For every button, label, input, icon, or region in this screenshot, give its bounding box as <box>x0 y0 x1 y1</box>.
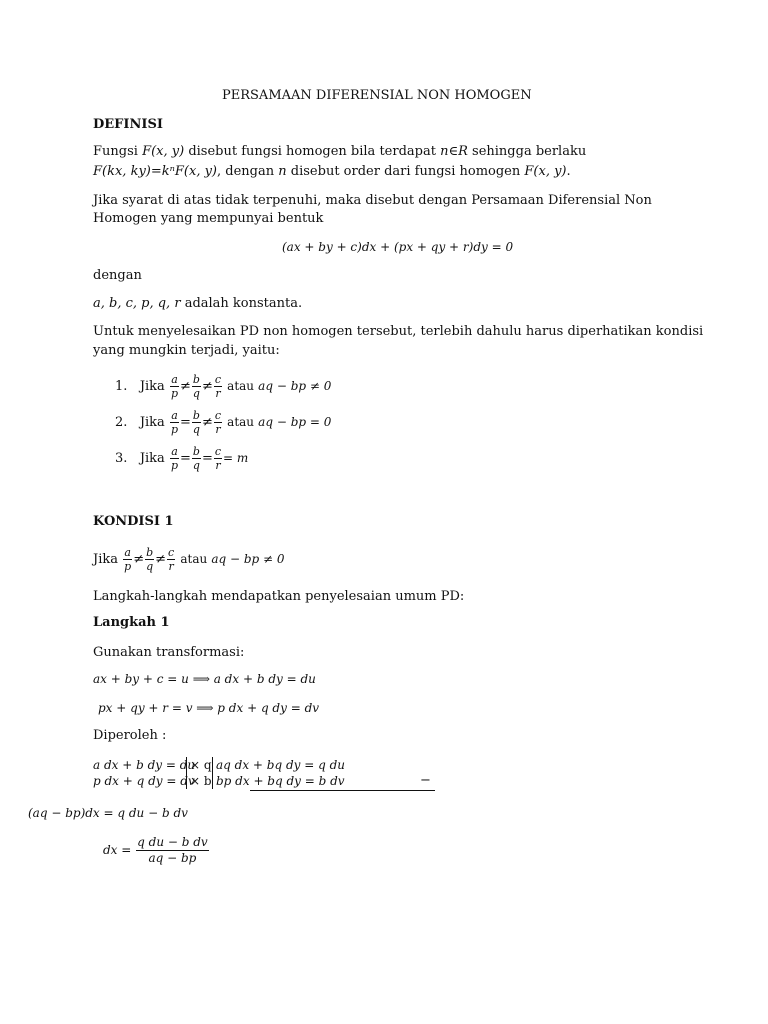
result-fraction <box>136 835 209 866</box>
condition-item-2 <box>115 406 331 439</box>
condition-jika: Jika <box>139 379 165 394</box>
result-eq-1: (aq − bp)dx = q du − b dv <box>28 806 188 820</box>
definisi-line2-b: disebut order dari fungsi homogen <box>290 164 521 179</box>
definisi-heading: DEFINISI <box>93 117 163 132</box>
minus-sign: − <box>420 773 431 788</box>
condition-jika: Jika <box>139 415 165 430</box>
fraction-a-p: $\frac{a}{p}$ <box>170 409 178 436</box>
fraction-a-p: $\frac{a}{p}$ <box>124 546 132 573</box>
kondisi1-atau: atau <box>180 552 208 566</box>
condition-atau: atau <box>227 379 255 393</box>
definisi-line1 <box>93 143 586 161</box>
langkah-intro: Langkah-langkah mendapatkan penyelesaian umum PD: <box>93 589 465 604</box>
homogen-formula: F(kx, ky)=kⁿF(x, y) <box>93 164 218 179</box>
condition-op2: ≠ <box>201 415 213 430</box>
system-left-row1: a dx + b dy = du <box>93 758 196 772</box>
definisi-line1-b: disebut fungsi homogen bila terdapat <box>188 144 436 159</box>
kondisi1-tail-eq: aq − bp ≠ 0 <box>211 552 285 566</box>
system-divider-2 <box>212 757 213 789</box>
fraction-b-q: $\frac{b}{q}$ <box>192 409 200 436</box>
condition-number: 3. <box>115 451 128 466</box>
definisi-line2-n: n <box>278 164 287 179</box>
definisi-line2 <box>93 163 571 181</box>
fraction-a-p: $\frac{a}{p}$ <box>170 445 178 472</box>
result-eq-2 <box>103 832 210 868</box>
system-mult-row2: × b <box>190 774 212 788</box>
system-right-row2: bp dx + bq dy = b dv <box>216 774 345 788</box>
diperoleh-label: Diperoleh : <box>93 728 167 743</box>
definisi-line2-fxy: F(x, y) <box>524 164 567 179</box>
transform-eq-2: px + qy + r = v ⟹ p dx + q dy = dv <box>98 701 320 715</box>
fraction-c-r: $\frac{c}{r}$ <box>168 546 175 573</box>
system-divider-1 <box>186 757 187 789</box>
para2-line1: Jika syarat di atas tidak terpenuhi, maka disebut dengan Persamaan Diferensial Non <box>93 193 652 208</box>
condition-op1: = <box>180 415 191 430</box>
kondisi1-op2: ≠ <box>155 552 167 567</box>
condition-tail-eq: aq − bp = 0 <box>258 415 332 429</box>
konstanta-vars: a, b, c, p, q, r <box>93 296 181 311</box>
kondisi1-condition <box>93 543 285 576</box>
fraction-b-q: $\frac{b}{q}$ <box>192 373 200 400</box>
main-equation: (ax + by + c)dx + (px + qy + r)dy = 0 <box>282 240 514 254</box>
konstanta-text: adalah konstanta. <box>184 296 303 311</box>
condition-atau: atau <box>227 415 255 429</box>
fraction-c-r: $\frac{c}{r}$ <box>214 373 222 400</box>
fraction-c-r: $\frac{c}{r}$ <box>214 445 222 472</box>
definisi-line2-end: . <box>566 164 571 179</box>
definisi-line1-fxy: F(x, y) <box>142 144 185 159</box>
subtraction-line <box>250 790 435 791</box>
condition-item-3 <box>115 442 248 475</box>
result-fraction-num: q du − b dv <box>137 835 208 849</box>
kondisi1-heading: KONDISI 1 <box>93 514 174 529</box>
definisi-line1-nr: n∈R <box>440 144 468 159</box>
kondisi1-op1: ≠ <box>133 552 145 567</box>
fraction-a-p: $\frac{a}{p}$ <box>170 373 178 400</box>
condition-number: 2. <box>115 415 128 430</box>
definisi-line1-c: sehingga berlaku <box>472 144 587 159</box>
condition-tail-eq: aq − bp ≠ 0 <box>258 379 332 393</box>
fraction-b-q: $\frac{b}{q}$ <box>146 546 154 573</box>
condition-op2: ≠ <box>201 379 213 394</box>
definisi-line2-a: , dengan <box>217 164 275 179</box>
condition-jika: Jika <box>139 451 165 466</box>
condition-number: 1. <box>115 379 128 394</box>
system-mult-row1: × q <box>190 758 212 772</box>
para2-line2: Homogen yang mempunyai bentuk <box>93 211 324 226</box>
para3-line2: yang mungkin terjadi, yaitu: <box>93 343 280 358</box>
condition-op2: = <box>201 451 213 466</box>
condition-tail-eq: = m <box>223 451 249 465</box>
fraction-b-q: $\frac{b}{q}$ <box>192 445 200 472</box>
para3-line1: Untuk menyelesaikan PD non homogen tersebut, terlebih dahulu harus diperhatikan kondisi <box>93 324 704 339</box>
konstanta-line <box>93 295 302 313</box>
condition-op1: = <box>180 451 191 466</box>
definisi-line1-a: Fungsi <box>93 144 138 159</box>
fraction-c-r: $\frac{c}{r}$ <box>214 409 222 436</box>
result-eq-2-lhs: dx = <box>103 843 132 857</box>
condition-item-1 <box>115 370 331 403</box>
transform-eq-1: ax + by + c = u ⟹ a dx + b dy = du <box>93 672 316 686</box>
condition-op1: ≠ <box>180 379 191 394</box>
kondisi1-jika: Jika <box>93 552 118 567</box>
result-fraction-den: aq − bp <box>148 851 197 865</box>
page-title: PERSAMAAN DIFERENSIAL NON HOMOGEN <box>222 88 532 103</box>
system-right-row1: aq dx + bq dy = q du <box>216 758 346 772</box>
transformasi-label: Gunakan transformasi: <box>93 645 245 660</box>
dengan-label: dengan <box>93 268 142 283</box>
langkah1-heading: Langkah 1 <box>93 615 170 630</box>
system-left-row2: p dx + q dy = dv <box>93 774 195 788</box>
